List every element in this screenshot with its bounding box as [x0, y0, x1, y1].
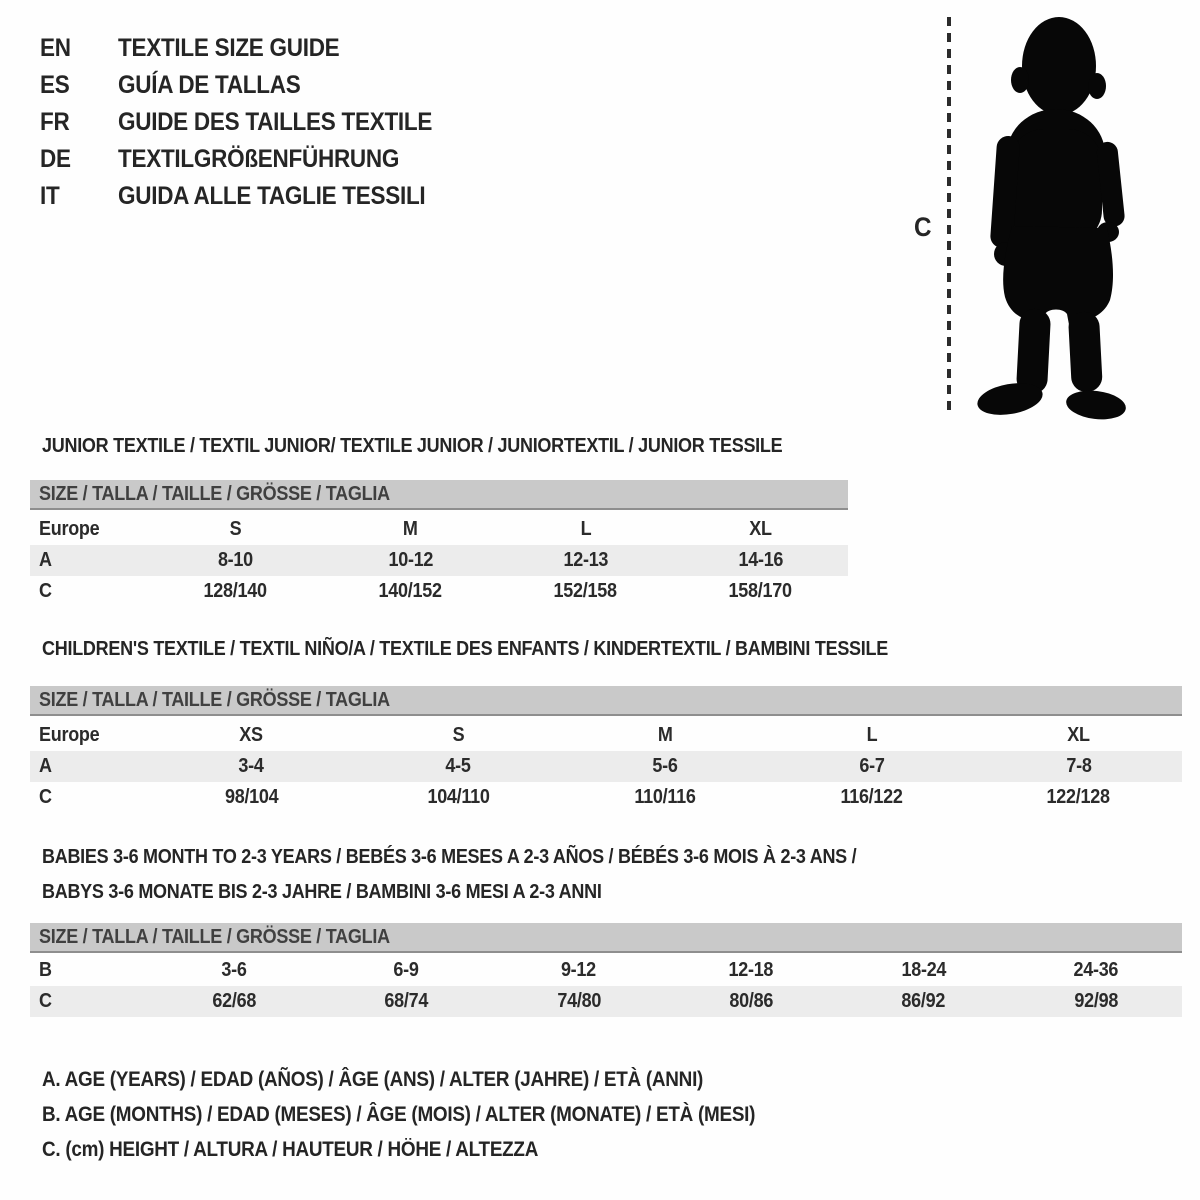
table-cell: 128/140 — [203, 580, 268, 602]
table-cell: S — [452, 724, 465, 746]
table-cell: 18-24 — [901, 959, 946, 981]
junior-size-header-bar: SIZE / TALLA / TAILLE / GRÖSSE / TAGLIA — [30, 480, 848, 510]
babies-section-title-line2: BABYS 3-6 MONATE BIS 2-3 JAHRE / BAMBINI 3-6 MESI A 2-3 ANNI — [42, 881, 602, 903]
table-cell: 98/104 — [224, 786, 279, 808]
junior-size-table — [30, 514, 848, 607]
table-cell: 3-4 — [238, 755, 265, 777]
table-cell: L — [580, 518, 591, 540]
list-item — [40, 178, 467, 215]
guide-title-es: GUÍA DE TALLAS — [118, 71, 301, 99]
table-cell: 14-16 — [738, 549, 783, 571]
table-row — [30, 955, 1182, 986]
table-cell: 110/116 — [634, 786, 696, 808]
table-cell: 116/122 — [840, 786, 903, 808]
height-measure-label: C — [914, 212, 932, 242]
children-size-header-bar: SIZE / TALLA / TAILLE / GRÖSSE / TAGLIA — [30, 686, 1182, 716]
table-cell: 5-6 — [652, 755, 678, 777]
row-label: Europe — [39, 724, 100, 746]
table-cell: 12-18 — [728, 959, 774, 981]
guide-title-fr: GUIDE DES TAILLES TEXTILE — [118, 108, 433, 136]
children-size-table — [30, 720, 1182, 813]
table-cell: S — [229, 518, 242, 540]
guide-title-en: TEXTILE SIZE GUIDE — [118, 34, 340, 62]
measurement-legend — [42, 1068, 834, 1173]
row-label: C — [39, 990, 52, 1012]
row-label: A — [39, 755, 52, 777]
list-item — [40, 30, 467, 67]
table-cell: M — [403, 518, 418, 540]
table-cell: 140/152 — [378, 580, 443, 602]
babies-size-table — [30, 955, 1182, 1017]
list-item — [40, 104, 467, 141]
table-row — [30, 545, 848, 576]
junior-section-title: JUNIOR TEXTILE / TEXTIL JUNIOR/ TEXTILE JUNIOR / JUNIORTEXTIL / JUNIOR TESSILE — [42, 435, 783, 457]
table-cell: 24-36 — [1073, 959, 1119, 981]
table-cell: 92/98 — [1073, 990, 1118, 1012]
row-label: A — [39, 549, 52, 571]
table-cell: 9-12 — [561, 959, 597, 981]
babies-size-header-bar: SIZE / TALLA / TAILLE / GRÖSSE / TAGLIA — [30, 923, 1182, 953]
table-cell: 74/80 — [556, 990, 601, 1012]
table-row — [30, 576, 848, 607]
row-label: C — [39, 580, 52, 602]
table-cell: 158/170 — [728, 580, 793, 602]
table-cell: XL — [1067, 724, 1090, 746]
table-cell: 122/128 — [1046, 786, 1111, 808]
table-cell: 68/74 — [384, 990, 429, 1012]
table-cell: 3-6 — [221, 959, 247, 981]
legend-line-c: C. (cm) HEIGHT / ALTURA / HAUTEUR / HÖHE / ALTEZZA — [42, 1138, 539, 1161]
table-cell: 86/92 — [901, 990, 946, 1012]
table-cell: 80/86 — [729, 990, 773, 1012]
guide-title-it: GUIDA ALLE TAGLIE TESSILI — [118, 182, 426, 210]
row-label: Europe — [39, 518, 100, 540]
table-row — [30, 986, 1182, 1017]
guide-title-de: TEXTILGRÖßENFÜHRUNG — [118, 145, 400, 173]
language-code: ES — [40, 71, 70, 99]
language-code: DE — [40, 145, 71, 173]
language-code: FR — [40, 108, 70, 136]
table-cell: 104/110 — [427, 786, 490, 808]
table-cell: 4-5 — [445, 755, 471, 777]
babies-section-title: BABIES 3-6 MONTH TO 2-3 YEARS / BEBÉS 3-6 MESES A 2-3 AÑOS / BÉBÉS 3-6 MOIS À 2-3 ANS / — [42, 846, 857, 868]
row-label: C — [39, 786, 52, 808]
legend-line-a: A. AGE (YEARS) / EDAD (AÑOS) / ÂGE (ANS) / ALTER (JAHRE) / ETÀ (ANNI) — [42, 1068, 704, 1091]
language-guide-list — [40, 30, 467, 215]
legend-line-b: B. AGE (MONTHS) / EDAD (MESES) / ÂGE (MOIS) / ALTER (MONATE) / ETÀ (MESI) — [42, 1103, 756, 1126]
table-cell: 8-10 — [218, 549, 253, 571]
children-section-title: CHILDREN'S TEXTILE / TEXTIL NIÑO/A / TEXTILE DES ENFANTS / KINDERTEXTIL / BAMBINI TESSILE — [42, 638, 888, 660]
row-label: B — [39, 959, 52, 981]
table-cell: 62/68 — [212, 990, 257, 1012]
table-row — [30, 751, 1182, 782]
table-cell: 6-7 — [859, 755, 885, 777]
table-cell: XL — [749, 518, 772, 540]
table-cell: 7-8 — [1065, 755, 1092, 777]
table-cell: L — [866, 724, 878, 746]
list-item — [40, 67, 467, 104]
language-code: EN — [40, 34, 71, 62]
table-cell: 10-12 — [388, 549, 433, 571]
table-row — [30, 514, 848, 545]
toddler-silhouette-icon — [966, 14, 1144, 420]
table-cell: 152/158 — [553, 580, 618, 602]
list-item — [40, 141, 467, 178]
height-measure-dashed-line — [947, 17, 951, 417]
language-code: IT — [40, 182, 60, 210]
table-row — [30, 720, 1182, 751]
table-cell: 12-13 — [563, 549, 608, 571]
table-cell: M — [657, 724, 673, 746]
table-row — [30, 782, 1182, 813]
table-cell: XS — [239, 724, 264, 746]
table-cell: 6-9 — [393, 959, 420, 981]
